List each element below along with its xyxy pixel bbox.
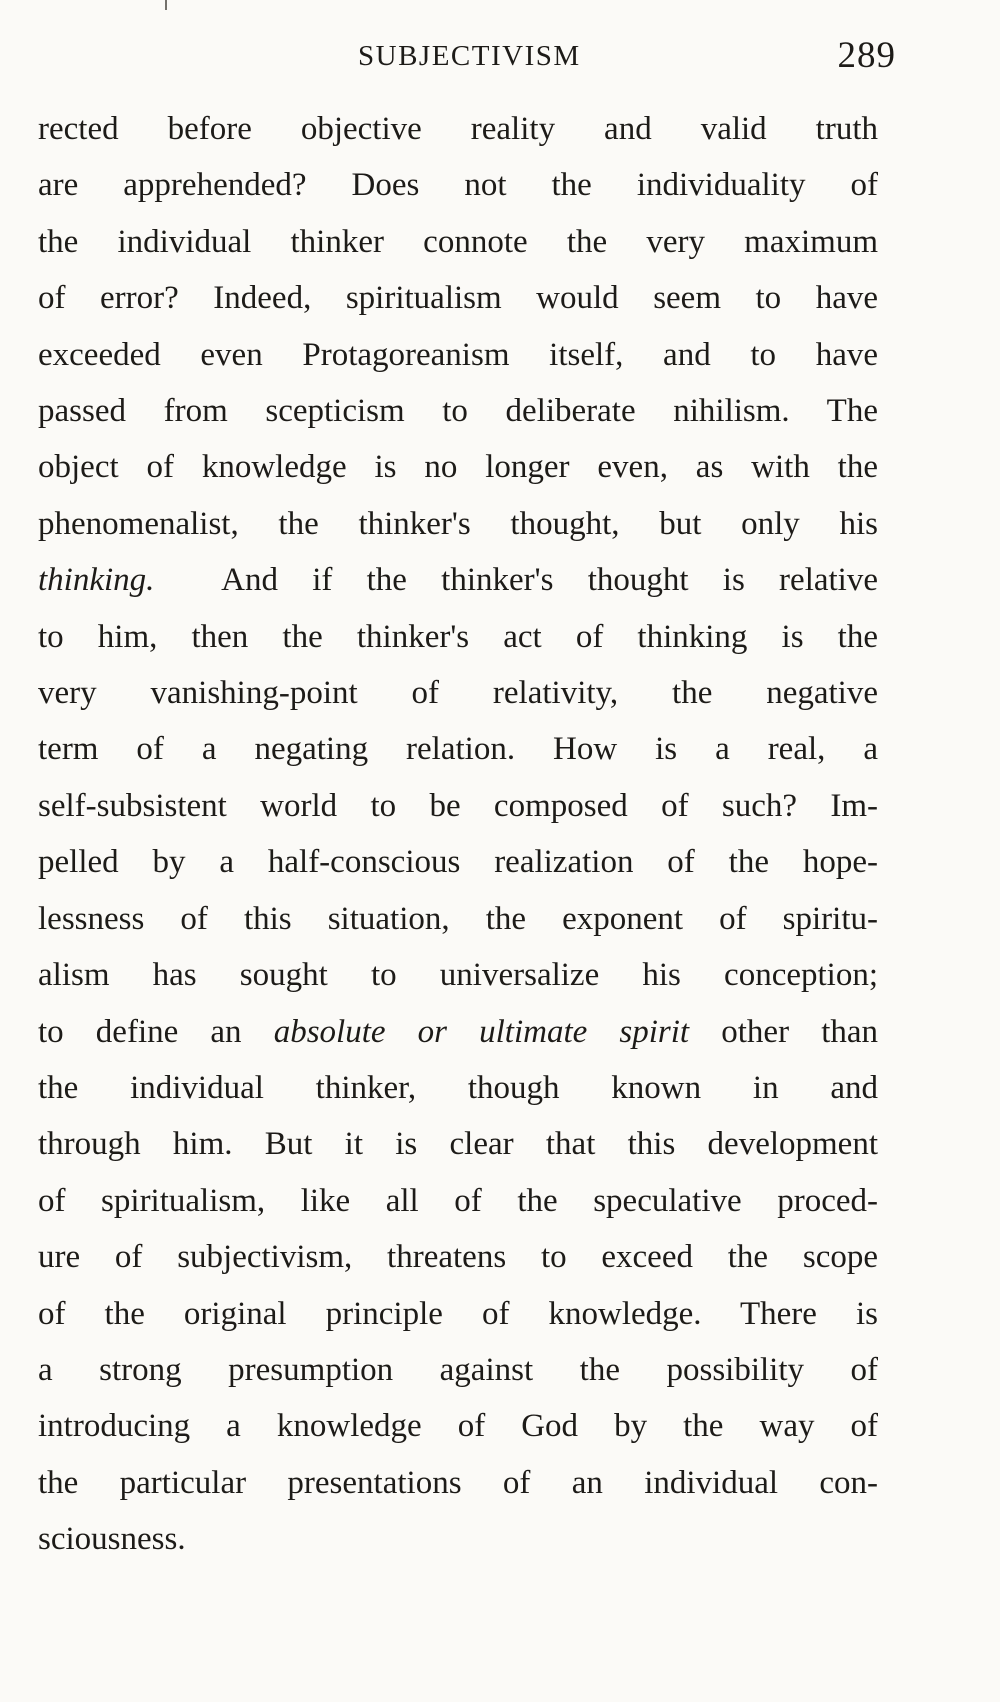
text-line: lessness of this situation, the exponent of spiritu- bbox=[38, 900, 878, 937]
text-line: passed from scepticism to deliberate nihilism. The bbox=[38, 393, 878, 430]
text-line: the particular presentations of an individual con- bbox=[38, 1464, 878, 1501]
running-title: SUBJECTIVISM bbox=[358, 40, 581, 72]
body-text bbox=[38, 101, 878, 1568]
text-line: phenomenalist, the thinker's thought, but only his bbox=[38, 505, 878, 542]
text-line: are apprehended? Does not the individuality of bbox=[38, 167, 878, 204]
text-line: exceeded even Protagoreanism itself, and to have bbox=[38, 336, 878, 373]
text-line: alism has sought to universalize his conception; bbox=[38, 957, 878, 994]
text-line bbox=[38, 552, 878, 608]
text-line: term of a negating relation. How is a real, a bbox=[38, 731, 878, 768]
text-line: ure of subjectivism, threatens to exceed the scope bbox=[38, 1239, 878, 1276]
text-line-rest: And if the thinker's thought is relative bbox=[221, 562, 878, 599]
text-line: self-subsistent world to be composed of such? Im- bbox=[38, 787, 878, 824]
text-line: of spiritualism, like all of the speculative proced- bbox=[38, 1182, 878, 1219]
text-line: through him. But it is clear that this development bbox=[38, 1126, 878, 1163]
page-number: 289 bbox=[837, 35, 896, 76]
text-line: very vanishing-point of relativity, the negative bbox=[38, 675, 878, 712]
text-line: the individual thinker connote the very maximum bbox=[38, 223, 878, 260]
text-line: of the original principle of knowledge. There is bbox=[38, 1295, 878, 1332]
text-line bbox=[38, 1004, 878, 1060]
text-line: introducing a knowledge of God by the way of bbox=[38, 1408, 878, 1445]
text-line: sciousness. bbox=[38, 1521, 186, 1558]
margin-mark bbox=[165, 0, 167, 10]
text-line: pelled by a half-conscious realization of the hope- bbox=[38, 844, 878, 881]
text-line: rected before objective reality and valid truth bbox=[38, 111, 878, 147]
text-line: to him, then the thinker's act of thinking is the bbox=[38, 618, 878, 655]
page-header bbox=[38, 30, 960, 86]
text-line-prefix: to define an bbox=[38, 1013, 242, 1050]
text-line: of error? Indeed, spiritualism would seem to have bbox=[38, 280, 878, 317]
text-line: a strong presumption against the possibility of bbox=[38, 1351, 878, 1388]
text-line-rest: other than bbox=[721, 1013, 878, 1050]
text-line: object of knowledge is no longer even, as with the bbox=[38, 449, 878, 486]
italic-word: thinking. bbox=[38, 562, 155, 599]
italic-phrase: absolute or ultimate spirit bbox=[273, 1013, 690, 1050]
text-line: the individual thinker, though known in and bbox=[38, 1069, 878, 1106]
